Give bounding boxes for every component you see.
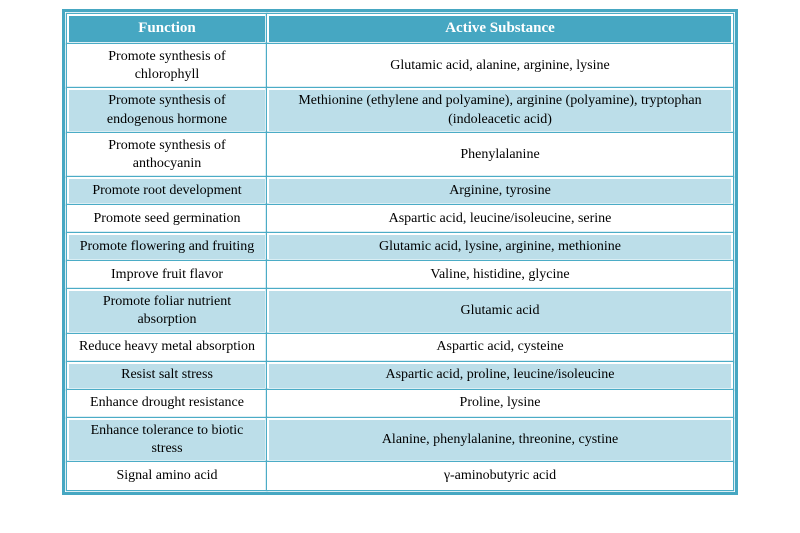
column-header-function: Function [69, 16, 265, 42]
function-cell: Promote root development [69, 179, 265, 203]
substance-cell: Glutamic acid [269, 291, 731, 331]
substance-cell: Proline, lysine [269, 392, 731, 416]
table-row [69, 135, 731, 175]
table-row [69, 392, 731, 416]
table-row [69, 336, 731, 360]
table-row [69, 90, 731, 130]
function-cell: Promote synthesis of chlorophyll [69, 46, 265, 86]
table-row [69, 263, 731, 287]
function-cell: Promote synthesis of endogenous hormone [69, 90, 265, 130]
table-row [69, 420, 731, 460]
function-cell: Reduce heavy metal absorption [69, 336, 265, 360]
function-cell: Improve fruit flavor [69, 263, 265, 287]
column-header-active-substance: Active Substance [269, 16, 731, 42]
table-row [69, 291, 731, 331]
function-cell: Signal amino acid [69, 464, 265, 488]
table-row [69, 364, 731, 388]
substance-cell: γ-aminobutyric acid [269, 464, 731, 488]
substance-cell: Methionine (ethylene and polyamine), arginine (polyamine), tryptophan (indoleacetic acid) [269, 90, 731, 130]
substance-cell: Glutamic acid, alanine, arginine, lysine [269, 46, 731, 86]
substance-cell: Glutamic acid, lysine, arginine, methionine [269, 235, 731, 259]
function-cell: Promote foliar nutrient absorption [69, 291, 265, 331]
substance-cell: Arginine, tyrosine [269, 179, 731, 203]
function-cell: Promote seed germination [69, 207, 265, 231]
function-cell: Enhance tolerance to biotic stress [69, 420, 265, 460]
table-row [69, 207, 731, 231]
function-cell: Enhance drought resistance [69, 392, 265, 416]
substance-cell: Valine, histidine, glycine [269, 263, 731, 287]
amino-acid-function-table [62, 9, 738, 495]
table-row [69, 46, 731, 86]
function-cell: Resist salt stress [69, 364, 265, 388]
substance-cell: Phenylalanine [269, 135, 731, 175]
substance-cell: Aspartic acid, proline, leucine/isoleucine [269, 364, 731, 388]
substance-cell: Alanine, phenylalanine, threonine, cystine [269, 420, 731, 460]
function-cell: Promote synthesis of anthocyanin [69, 135, 265, 175]
table-row [69, 179, 731, 203]
table-row [69, 235, 731, 259]
table-body [69, 46, 731, 488]
table-row [69, 464, 731, 488]
header-row [69, 16, 731, 42]
substance-cell: Aspartic acid, leucine/isoleucine, serine [269, 207, 731, 231]
substance-cell: Aspartic acid, cysteine [269, 336, 731, 360]
table-header [69, 16, 731, 42]
function-cell: Promote flowering and fruiting [69, 235, 265, 259]
